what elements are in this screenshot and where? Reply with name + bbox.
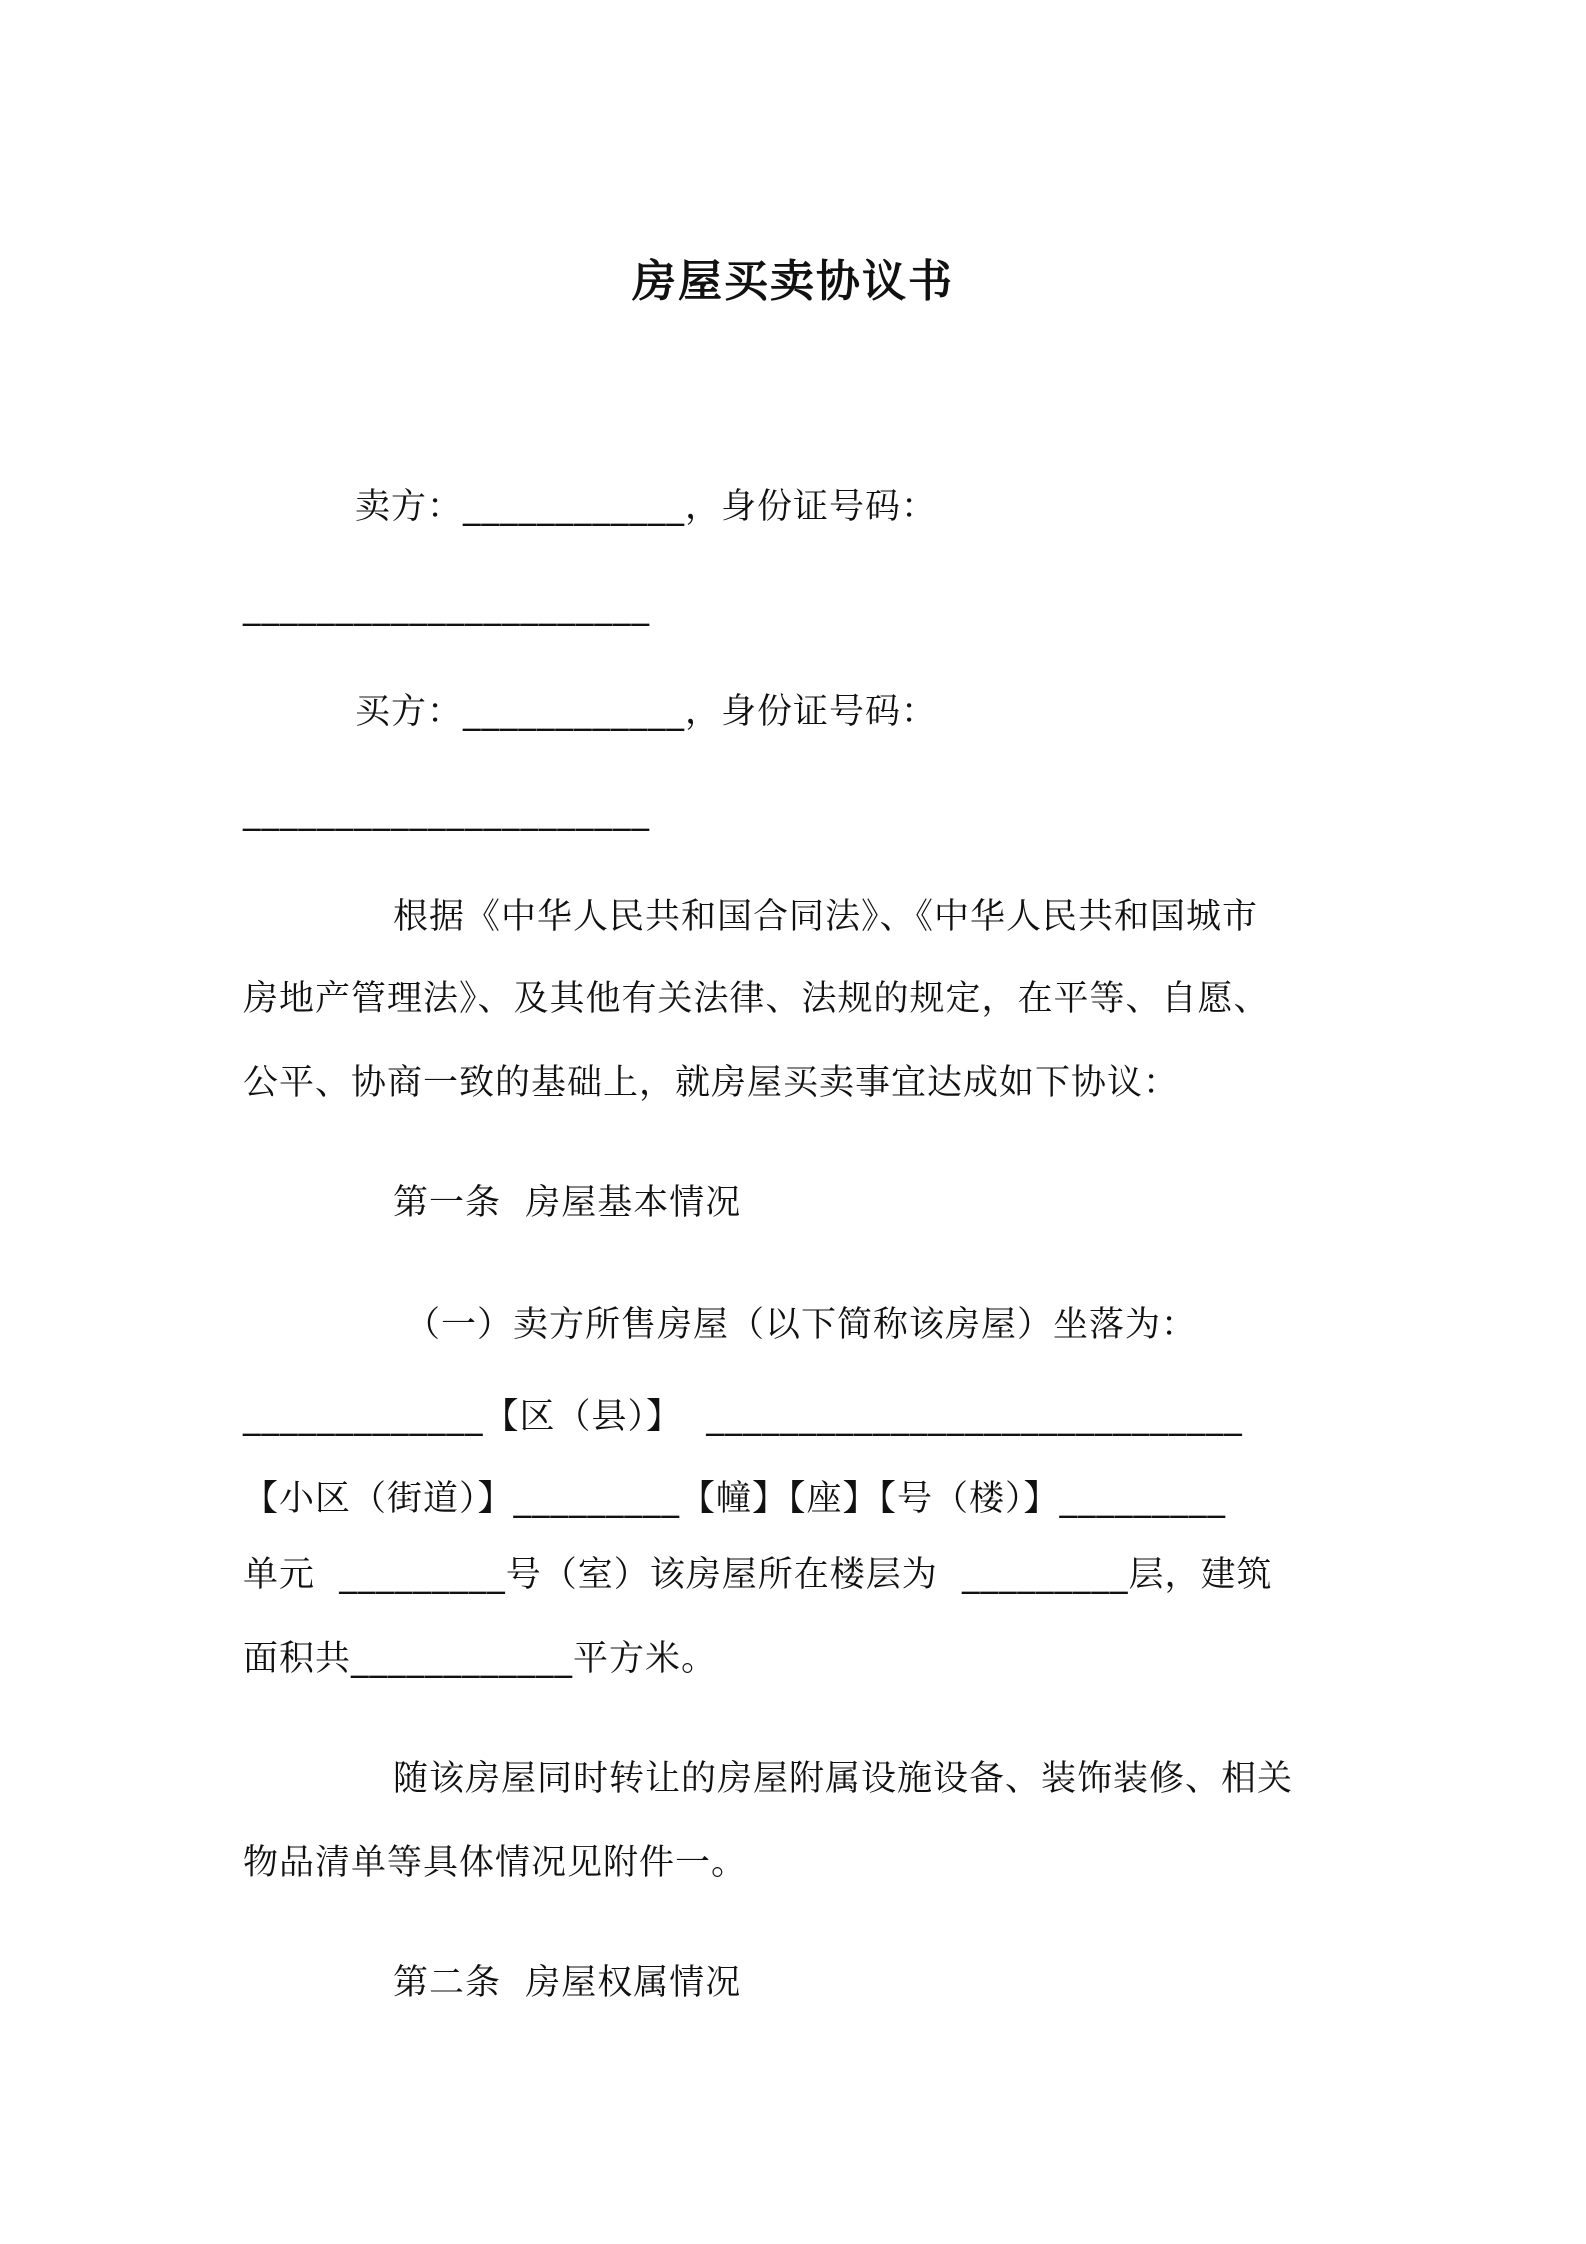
buyer-line: 买方：____________，身份证号码：: [355, 692, 938, 732]
clause-1-line: （一）卖方所售房屋（以下简称该房屋）坐落为：: [405, 1305, 1198, 1345]
seller-id-line: ______________________: [243, 587, 650, 627]
clause-1-line: 单元 _________号（室）该房屋所在楼层为 _________层，建筑: [243, 1555, 1273, 1595]
buyer-id-line: ______________________: [243, 792, 650, 832]
article-2-heading: 第二条 房屋权属情况: [393, 1963, 742, 2003]
clause-1-line: _____________【区（县）】 _____________________________: [243, 1397, 1243, 1437]
article-1-heading: 第一条 房屋基本情况: [393, 1183, 742, 1223]
intro-paragraph-line: 房地产管理法》、及其他有关法律、法规的规定，在平等、自愿、: [243, 979, 1270, 1019]
seller-line: 卖方：____________，身份证号码：: [355, 487, 938, 527]
attachment-paragraph-line: 随该房屋同时转让的房屋附属设施设备、装饰装修、相关: [393, 1759, 1294, 1799]
document-title: 房屋买卖协议书: [632, 256, 954, 307]
intro-paragraph-line: 公平、协商一致的基础上，就房屋买卖事宜达成如下协议：: [243, 1063, 1180, 1103]
clause-1-line: 【小区（街道）】_________【幢】【座】【号（楼）】_________: [243, 1479, 1227, 1519]
attachment-paragraph-line: 物品清单等具体情况见附件一。: [243, 1843, 748, 1883]
intro-paragraph-line: 根据《中华人民共和国合同法》、《中华人民共和国城市: [393, 897, 1259, 937]
clause-1-line: 面积共____________平方米。: [243, 1639, 718, 1679]
